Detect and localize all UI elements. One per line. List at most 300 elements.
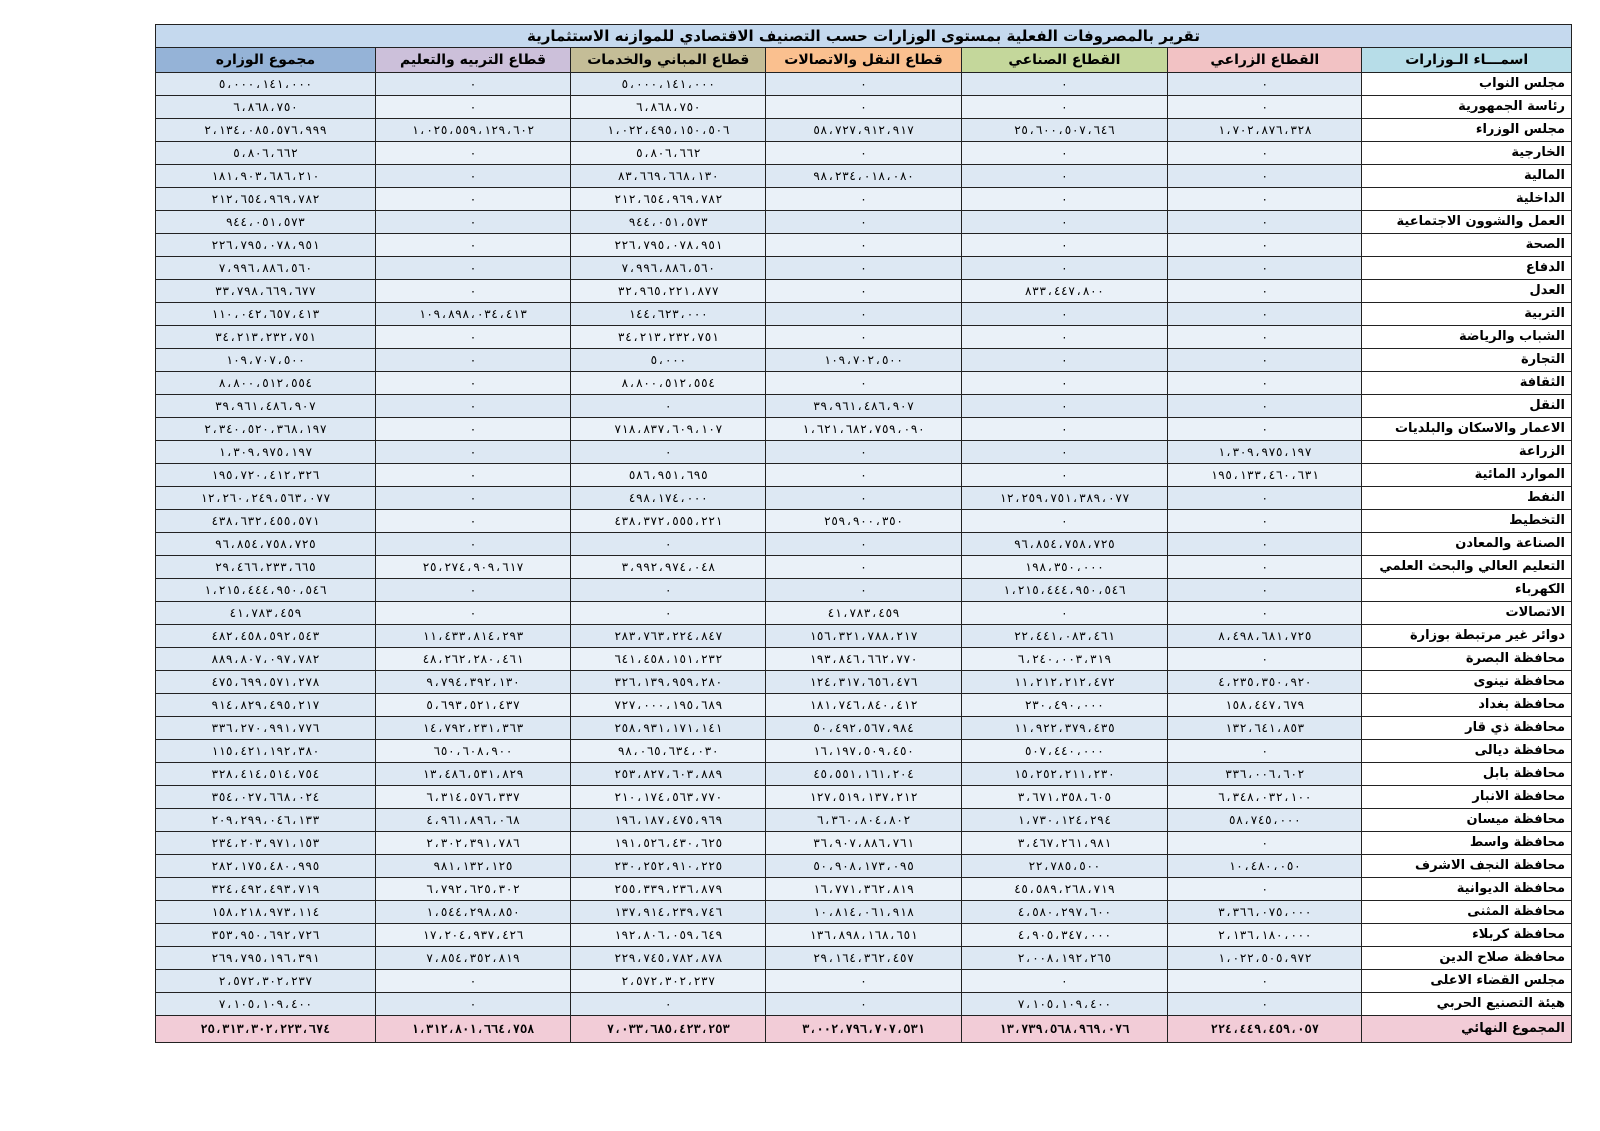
cell-education: ٩٨١،١٣٢،١٢٥ — [375, 855, 570, 878]
cell-agriculture: ٠ — [1168, 257, 1362, 280]
cell-education: ١٠٩،٨٩٨،٠٣٤،٤١٣ — [375, 303, 570, 326]
cell-industry: ٠ — [961, 970, 1168, 993]
cell-education: ٠ — [375, 579, 570, 602]
cell-agriculture: ٠ — [1168, 211, 1362, 234]
table-row — [156, 970, 1572, 993]
row-ministry-name: محافظة نينوى — [1362, 671, 1572, 694]
cell-buildings: ٤٣٨،٣٧٢،٥٥٥،٢٢١ — [571, 510, 766, 533]
cell-industry: ١،٢١٥،٤٤٤،٩٥٠،٥٤٦ — [961, 579, 1168, 602]
row-ministry-name: محافظة بابل — [1362, 763, 1572, 786]
cell-transport: ٥٠،٩٠٨،١٧٣،٠٩٥ — [766, 855, 961, 878]
cell-agriculture: ٠ — [1168, 349, 1362, 372]
col-header-ministry-total: مجموع الوزاره — [156, 48, 376, 73]
cell-transport: ٤١،٧٨٣،٤٥٩ — [766, 602, 961, 625]
table-row — [156, 740, 1572, 763]
cell-industry: ٠ — [961, 464, 1168, 487]
cell-transport: ٠ — [766, 257, 961, 280]
table-body — [156, 73, 1572, 1016]
cell-industry: ٢٣٠،٤٩٠،٠٠٠ — [961, 694, 1168, 717]
cell-industry: ٢٥،٦٠٠،٥٠٧،٦٤٦ — [961, 119, 1168, 142]
cell-industry: ٤٥،٥٨٩،٢٦٨،٧١٩ — [961, 878, 1168, 901]
cell-industry: ١،٧٣٠،١٢٤،٢٩٤ — [961, 809, 1168, 832]
cell-education: ٢،٣٠٢،٣٩١،٧٨٦ — [375, 832, 570, 855]
cell-buildings: ٢٥٣،٨٢٧،٦٠٣،٨٨٩ — [571, 763, 766, 786]
cell-education: ١٤،٧٩٢،٢٣١،٣٦٣ — [375, 717, 570, 740]
cell-industry: ٠ — [961, 96, 1168, 119]
row-ministry-name: محافظة البصرة — [1362, 648, 1572, 671]
table-row — [156, 625, 1572, 648]
cell-transport: ٠ — [766, 73, 961, 96]
cell-ministry-total: ٤٨٢،٤٥٨،٥٩٢،٥٤٣ — [156, 625, 376, 648]
table-row — [156, 855, 1572, 878]
cell-industry: ٥٠٧،٤٤٠،٠٠٠ — [961, 740, 1168, 763]
cell-transport: ٥٠،٤٩٢،٥٦٧،٩٨٤ — [766, 717, 961, 740]
cell-buildings: ٧،٩٩٦،٨٨٦،٥٦٠ — [571, 257, 766, 280]
table-row — [156, 648, 1572, 671]
row-ministry-name: الزراعة — [1362, 441, 1572, 464]
row-ministry-name: محافظة صلاح الدين — [1362, 947, 1572, 970]
cell-buildings: ٨،٨٠٠،٥١٢،٥٥٤ — [571, 372, 766, 395]
cell-buildings: ٥،٨٠٦،٦٦٢ — [571, 142, 766, 165]
cell-agriculture: ٠ — [1168, 970, 1362, 993]
cell-buildings: ٢،٥٧٢،٣٠٢،٢٣٧ — [571, 970, 766, 993]
row-ministry-name: الخارجية — [1362, 142, 1572, 165]
cell-transport: ٠ — [766, 464, 961, 487]
cell-buildings: ٠ — [571, 579, 766, 602]
cell-ministry-total: ١٥٨،٢١٨،٩٧٣،١١٤ — [156, 901, 376, 924]
cell-industry: ٠ — [961, 441, 1168, 464]
row-ministry-name: محافظة الانبار — [1362, 786, 1572, 809]
cell-industry: ٠ — [961, 372, 1168, 395]
cell-ministry-total: ٣٢٨،٤١٤،٥١٤،٧٥٤ — [156, 763, 376, 786]
cell-industry: ٨٣٣،٤٤٧،٨٠٠ — [961, 280, 1168, 303]
cell-ministry-total: ٣٥٣،٩٥٠،٦٩٢،٧٢٦ — [156, 924, 376, 947]
cell-agriculture: ٠ — [1168, 96, 1362, 119]
cell-ministry-total: ١٢،٢٦٠،٢٤٩،٥٦٣،٠٧٧ — [156, 487, 376, 510]
cell-education: ٠ — [375, 96, 570, 119]
cell-ministry-total: ٢٩،٤٦٦،٢٣٣،٦٦٥ — [156, 556, 376, 579]
cell-agriculture: ١،٠٢٢،٥٠٥،٩٧٢ — [1168, 947, 1362, 970]
cell-education: ٠ — [375, 487, 570, 510]
cell-ministry-total: ٣٩،٩٦١،٤٨٦،٩٠٧ — [156, 395, 376, 418]
cell-industry: ٠ — [961, 418, 1168, 441]
col-header-industry: القطاع الصناعي — [961, 48, 1168, 73]
cell-industry: ١٢،٢٥٩،٧٥١،٣٨٩،٠٧٧ — [961, 487, 1168, 510]
cell-buildings: ١٣٧،٩١٤،٢٣٩،٧٤٦ — [571, 901, 766, 924]
cell-education: ٠ — [375, 326, 570, 349]
cell-transport: ٠ — [766, 142, 961, 165]
cell-industry: ٢٢،٤٤١،٠٨٣،٤٦١ — [961, 625, 1168, 648]
cell-industry: ٤،٥٨٠،٢٩٧،٦٠٠ — [961, 901, 1168, 924]
cell-buildings: ٠ — [571, 441, 766, 464]
cell-agriculture: ٠ — [1168, 648, 1362, 671]
cell-agriculture: ٠ — [1168, 326, 1362, 349]
cell-education: ٤٨،٢٦٢،٢٨٠،٤٦١ — [375, 648, 570, 671]
cell-transport: ٢٥٩،٩٠٠،٣٥٠ — [766, 510, 961, 533]
cell-buildings: ٠ — [571, 395, 766, 418]
cell-education: ٠ — [375, 257, 570, 280]
cell-ministry-total: ٧،١٠٥،١٠٩،٤٠٠ — [156, 993, 376, 1016]
row-ministry-name: الاتصالات — [1362, 602, 1572, 625]
table-row — [156, 441, 1572, 464]
cell-buildings: ٢٢٦،٧٩٥،٠٧٨،٩٥١ — [571, 234, 766, 257]
cell-ministry-total: ٢٢٦،٧٩٥،٠٧٨،٩٥١ — [156, 234, 376, 257]
cell-industry: ٢٢،٧٨٥،٥٠٠ — [961, 855, 1168, 878]
cell-industry: ٠ — [961, 165, 1168, 188]
row-ministry-name: محافظة ديالى — [1362, 740, 1572, 763]
cell-buildings: ٤٩٨،١٧٤،٠٠٠ — [571, 487, 766, 510]
cell-education: ٢٥،٢٧٤،٩٠٩،٦١٧ — [375, 556, 570, 579]
row-ministry-name: العدل — [1362, 280, 1572, 303]
cell-industry: ٣،٦٧١،٣٥٨،٦٠٥ — [961, 786, 1168, 809]
cell-ministry-total: ٦،٨٦٨،٧٥٠ — [156, 96, 376, 119]
cell-transport: ١٩٣،٨٤٦،٦٦٢،٧٧٠ — [766, 648, 961, 671]
cell-agriculture: ١٠،٤٨٠،٠٥٠ — [1168, 855, 1362, 878]
cell-transport: ٠ — [766, 487, 961, 510]
cell-education: ٠ — [375, 441, 570, 464]
cell-education: ٠ — [375, 165, 570, 188]
cell-buildings: ٥،٠٠٠،١٤١،٠٠٠ — [571, 73, 766, 96]
cell-ministry-total: ٢٦٩،٧٩٥،١٩٦،٣٩١ — [156, 947, 376, 970]
cell-education: ١،٥٤٤،٢٩٨،٨٥٠ — [375, 901, 570, 924]
cell-agriculture: ٠ — [1168, 142, 1362, 165]
cell-transport: ٠ — [766, 970, 961, 993]
cell-industry: ٣،٤٦٧،٢٦١،٩٨١ — [961, 832, 1168, 855]
cell-education: ٩،٧٩٤،٣٩٢،١٣٠ — [375, 671, 570, 694]
cell-industry: ٠ — [961, 602, 1168, 625]
total-buildings: ٧،٠٣٣،٦٨٥،٤٢٣،٢٥٣ — [571, 1016, 766, 1043]
expenditure-table — [155, 24, 1572, 1043]
cell-ministry-total: ١٠٩،٧٠٧،٥٠٠ — [156, 349, 376, 372]
cell-education: ٠ — [375, 533, 570, 556]
row-ministry-name: العمل والشوون الاجتماعية — [1362, 211, 1572, 234]
cell-education: ١٧،٢٠٤،٩٣٧،٤٢٦ — [375, 924, 570, 947]
cell-buildings: ٣،٩٩٢،٩٧٤،٠٤٨ — [571, 556, 766, 579]
total-ministry-total: ٢٥،٣١٣،٣٠٢،٢٢٣،٦٧٤ — [156, 1016, 376, 1043]
cell-education: ٠ — [375, 418, 570, 441]
column-header-row — [156, 48, 1572, 73]
cell-agriculture: ٠ — [1168, 740, 1362, 763]
cell-agriculture: ٠ — [1168, 395, 1362, 418]
cell-ministry-total: ٨،٨٠٠،٥١٢،٥٥٤ — [156, 372, 376, 395]
cell-agriculture: ١٥٨،٤٤٧،٦٧٩ — [1168, 694, 1362, 717]
cell-transport: ٠ — [766, 556, 961, 579]
cell-agriculture: ٠ — [1168, 510, 1362, 533]
cell-ministry-total: ١٨١،٩٠٣،٦٨٦،٢١٠ — [156, 165, 376, 188]
row-ministry-name: محافظة ذي قار — [1362, 717, 1572, 740]
row-ministry-name: محافظة ميسان — [1362, 809, 1572, 832]
cell-transport: ٠ — [766, 280, 961, 303]
total-agriculture: ٢٢٤،٤٤٩،٤٥٩،٠٥٧ — [1168, 1016, 1362, 1043]
cell-ministry-total: ٢٨٢،١٧٥،٤٨٠،٩٩٥ — [156, 855, 376, 878]
table-row — [156, 96, 1572, 119]
cell-agriculture: ٠ — [1168, 878, 1362, 901]
table-row — [156, 326, 1572, 349]
cell-ministry-total: ١،٣٠٩،٩٧٥،١٩٧ — [156, 441, 376, 464]
cell-buildings: ١٤٤،٦٢٣،٠٠٠ — [571, 303, 766, 326]
table-row — [156, 993, 1572, 1016]
table-row — [156, 510, 1572, 533]
cell-ministry-total: ١٩٥،٧٢٠،٤١٢،٣٢٦ — [156, 464, 376, 487]
row-ministry-name: دوائر غير مرتبطة بوزارة — [1362, 625, 1572, 648]
cell-education: ٠ — [375, 211, 570, 234]
cell-buildings: ١،٠٢٢،٤٩٥،١٥٠،٥٠٦ — [571, 119, 766, 142]
cell-buildings: ٣٢٦،١٣٩،٩٥٩،٢٨٠ — [571, 671, 766, 694]
cell-buildings: ٢١٠،١٧٤،٥٦٣،٧٧٠ — [571, 786, 766, 809]
table-row — [156, 119, 1572, 142]
cell-industry: ٧،١٠٥،١٠٩،٤٠٠ — [961, 993, 1168, 1016]
cell-industry: ٠ — [961, 510, 1168, 533]
cell-agriculture: ٠ — [1168, 556, 1362, 579]
cell-education: ٥،٦٩٣،٥٢١،٤٣٧ — [375, 694, 570, 717]
cell-industry: ٠ — [961, 349, 1168, 372]
table-row — [156, 487, 1572, 510]
cell-buildings: ١٩١،٥٢٦،٤٣٠،٦٢٥ — [571, 832, 766, 855]
cell-transport: ١٦،٧٧١،٣٦٢،٨١٩ — [766, 878, 961, 901]
cell-buildings: ٢٢٩،٧٤٥،٧٨٢،٨٧٨ — [571, 947, 766, 970]
cell-buildings: ٠ — [571, 993, 766, 1016]
cell-education: ٠ — [375, 73, 570, 96]
total-education: ١،٣١٢،٨٠١،٦٦٤،٧٥٨ — [375, 1016, 570, 1043]
cell-buildings: ٨٣،٦٦٩،٦٦٨،١٣٠ — [571, 165, 766, 188]
table-row — [156, 717, 1572, 740]
cell-agriculture: ٠ — [1168, 579, 1362, 602]
cell-education: ٠ — [375, 395, 570, 418]
cell-buildings: ٢٨٣،٧٦٣،٢٢٤،٨٤٧ — [571, 625, 766, 648]
cell-agriculture: ٠ — [1168, 993, 1362, 1016]
cell-education: ٠ — [375, 970, 570, 993]
col-header-buildings: قطاع المباني والخدمات — [571, 48, 766, 73]
cell-transport: ٦،٣٦٠،٨٠٤،٨٠٢ — [766, 809, 961, 832]
cell-transport: ٠ — [766, 96, 961, 119]
cell-agriculture: ٠ — [1168, 188, 1362, 211]
table-row — [156, 579, 1572, 602]
cell-ministry-total: ٢،١٣٤،٠٨٥،٥٧٦،٩٩٩ — [156, 119, 376, 142]
row-ministry-name: مجلس النواب — [1362, 73, 1572, 96]
cell-transport: ١٦،١٩٧،٥٠٩،٤٥٠ — [766, 740, 961, 763]
cell-ministry-total: ٣٣٦،٢٧٠،٩٩١،٧٧٦ — [156, 717, 376, 740]
cell-transport: ١٠٩،٧٠٢،٥٠٠ — [766, 349, 961, 372]
cell-agriculture: ٠ — [1168, 533, 1362, 556]
table-row — [156, 464, 1572, 487]
table-row — [156, 671, 1572, 694]
cell-transport: ٢٩،١٦٤،٣٦٢،٤٥٧ — [766, 947, 961, 970]
cell-ministry-total: ١،٢١٥،٤٤٤،٩٥٠،٥٤٦ — [156, 579, 376, 602]
cell-transport: ٠ — [766, 441, 961, 464]
report-title: تقرير بالمصروفات الفعلية بمستوى الوزارات حسب التصنيف الاقتصادي للموازنه الاستثمارية — [156, 25, 1572, 48]
row-ministry-name: الصحة — [1362, 234, 1572, 257]
table-row — [156, 878, 1572, 901]
row-ministry-name: محافظة كربلاء — [1362, 924, 1572, 947]
cell-transport: ٩٨،٢٣٤،٠١٨،٠٨٠ — [766, 165, 961, 188]
row-ministry-name: التخطيط — [1362, 510, 1572, 533]
table-row — [156, 142, 1572, 165]
row-ministry-name: محافظة الديوانية — [1362, 878, 1572, 901]
row-ministry-name: التجارة — [1362, 349, 1572, 372]
cell-education: ٠ — [375, 142, 570, 165]
cell-ministry-total: ٨٨٩،٨٠٧،٠٩٧،٧٨٢ — [156, 648, 376, 671]
cell-agriculture: ٠ — [1168, 280, 1362, 303]
cell-transport: ٠ — [766, 303, 961, 326]
cell-agriculture: ٣٣٦،٠٠٦،٦٠٢ — [1168, 763, 1362, 786]
cell-ministry-total: ٢٠٩،٢٩٩،٠٤٦،١٣٣ — [156, 809, 376, 832]
row-ministry-name: المالية — [1362, 165, 1572, 188]
cell-agriculture: ٠ — [1168, 165, 1362, 188]
cell-transport: ٤٥،٥٥١،١٦١،٢٠٤ — [766, 763, 961, 786]
cell-transport: ١٢٤،٣١٧،٦٥٦،٤٧٦ — [766, 671, 961, 694]
table-row — [156, 349, 1572, 372]
row-ministry-name: النفط — [1362, 487, 1572, 510]
cell-ministry-total: ٣٣،٧٩٨،٦٦٩،٦٧٧ — [156, 280, 376, 303]
table-row — [156, 809, 1572, 832]
cell-ministry-total: ٤٣٨،٦٣٢،٤٥٥،٥٧١ — [156, 510, 376, 533]
cell-education: ٠ — [375, 993, 570, 1016]
table-row — [156, 901, 1572, 924]
cell-education: ٧،٨٥٤،٣٥٢،٨١٩ — [375, 947, 570, 970]
cell-agriculture: ٠ — [1168, 602, 1362, 625]
cell-transport: ٠ — [766, 188, 961, 211]
cell-industry: ١١،٢١٢،٢١٢،٤٧٢ — [961, 671, 1168, 694]
cell-transport: ٠ — [766, 326, 961, 349]
cell-ministry-total: ٥،٠٠٠،١٤١،٠٠٠ — [156, 73, 376, 96]
cell-buildings: ٢١٢،٦٥٤،٩٦٩،٧٨٢ — [571, 188, 766, 211]
table-row — [156, 234, 1572, 257]
row-ministry-name: التعليم العالي والبحث العلمي — [1362, 556, 1572, 579]
cell-buildings: ٠ — [571, 533, 766, 556]
cell-education: ٠ — [375, 349, 570, 372]
row-ministry-name: التربية — [1362, 303, 1572, 326]
row-ministry-name: محافظة بغداد — [1362, 694, 1572, 717]
cell-buildings: ٢٣٠،٢٥٢،٩١٠،٢٢٥ — [571, 855, 766, 878]
row-ministry-name: الصناعة والمعادن — [1362, 533, 1572, 556]
cell-agriculture: ١،٧٠٢،٨٧٦،٣٢٨ — [1168, 119, 1362, 142]
cell-buildings: ٦٤١،٤٥٨،١٥١،٢٣٢ — [571, 648, 766, 671]
cell-ministry-total: ٧،٩٩٦،٨٨٦،٥٦٠ — [156, 257, 376, 280]
cell-agriculture: ٠ — [1168, 234, 1362, 257]
table-row — [156, 786, 1572, 809]
row-ministry-name: الداخلية — [1362, 188, 1572, 211]
cell-agriculture: ٠ — [1168, 73, 1362, 96]
cell-industry: ٤،٩٠٥،٣٤٧،٠٠٠ — [961, 924, 1168, 947]
cell-industry: ٩٦،٨٥٤،٧٥٨،٧٢٥ — [961, 533, 1168, 556]
row-ministry-name: الموارد المائية — [1362, 464, 1572, 487]
table-row — [156, 947, 1572, 970]
cell-industry: ٠ — [961, 303, 1168, 326]
table-row — [156, 924, 1572, 947]
cell-ministry-total: ٤٧٥،٦٩٩،٥٧١،٢٧٨ — [156, 671, 376, 694]
cell-ministry-total: ٢،٥٧٢،٣٠٢،٢٣٧ — [156, 970, 376, 993]
cell-agriculture: ٨،٤٩٨،٦٨١،٧٢٥ — [1168, 625, 1362, 648]
row-ministry-name: مجلس الوزراء — [1362, 119, 1572, 142]
cell-agriculture: ٠ — [1168, 832, 1362, 855]
cell-transport: ٠ — [766, 372, 961, 395]
cell-buildings: ٥٨٦،٩٥١،٦٩٥ — [571, 464, 766, 487]
cell-education: ٠ — [375, 372, 570, 395]
cell-transport: ٠ — [766, 993, 961, 1016]
grand-total-row — [156, 1016, 1572, 1043]
cell-agriculture: ٣،٣٦٦،٠٧٥،٠٠٠ — [1168, 901, 1362, 924]
row-ministry-name: النقل — [1362, 395, 1572, 418]
cell-ministry-total: ٢٣٤،٢٠٣،٩٧١،١٥٣ — [156, 832, 376, 855]
row-ministry-name: الدفاع — [1362, 257, 1572, 280]
cell-agriculture: ٠ — [1168, 303, 1362, 326]
cell-agriculture: ٠ — [1168, 372, 1362, 395]
cell-industry: ٠ — [961, 142, 1168, 165]
row-ministry-name: مجلس القضاء الاعلى — [1362, 970, 1572, 993]
cell-ministry-total: ١١٥،٤٢١،١٩٢،٣٨٠ — [156, 740, 376, 763]
table-row — [156, 763, 1572, 786]
cell-transport: ٥٨،٧٢٧،٩١٢،٩١٧ — [766, 119, 961, 142]
grand-total-label: المجموع النهائي — [1362, 1016, 1572, 1043]
cell-education: ٦٥٠،٦٠٨،٩٠٠ — [375, 740, 570, 763]
row-ministry-name: محافظة واسط — [1362, 832, 1572, 855]
cell-buildings: ٧٢٧،٠٠٠،١٩٥،٦٨٩ — [571, 694, 766, 717]
cell-agriculture: ١٩٥،١٣٣،٤٦٠،٦٣١ — [1168, 464, 1362, 487]
table-row — [156, 832, 1572, 855]
cell-buildings: ٧١٨،٨٣٧،٦٠٩،١٠٧ — [571, 418, 766, 441]
cell-buildings: ١٩٦،١٨٧،٤٧٥،٩٦٩ — [571, 809, 766, 832]
cell-ministry-total: ٥،٨٠٦،٦٦٢ — [156, 142, 376, 165]
cell-education: ١٣،٤٨٦،٥٣١،٨٢٩ — [375, 763, 570, 786]
table-row — [156, 418, 1572, 441]
cell-agriculture: ١٣٢،٦٤١،٨٥٣ — [1168, 717, 1362, 740]
cell-buildings: ٥،٠٠٠ — [571, 349, 766, 372]
cell-transport: ٠ — [766, 234, 961, 257]
row-ministry-name: رئاسة الجمهورية — [1362, 96, 1572, 119]
cell-buildings: ٠ — [571, 602, 766, 625]
cell-ministry-total: ٣٢٤،٤٩٢،٤٩٣،٧١٩ — [156, 878, 376, 901]
cell-education: ٠ — [375, 280, 570, 303]
cell-buildings: ٣٢،٩٦٥،٢٢١،٨٧٧ — [571, 280, 766, 303]
col-header-ministries: اسمـــاء الـوزارات — [1362, 48, 1572, 73]
cell-education: ٠ — [375, 510, 570, 533]
cell-education: ٦،٣١٤،٥٧٦،٣٣٧ — [375, 786, 570, 809]
cell-transport: ٠ — [766, 533, 961, 556]
table-row — [156, 211, 1572, 234]
col-header-education: قطاع التربيه والتعليم — [375, 48, 570, 73]
cell-industry: ٠ — [961, 326, 1168, 349]
cell-agriculture: ٦،٣٤٨،٠٣٢،١٠٠ — [1168, 786, 1362, 809]
table-row — [156, 694, 1572, 717]
cell-ministry-total: ١١٠،٠٤٢،٦٥٧،٤١٣ — [156, 303, 376, 326]
table-row — [156, 372, 1572, 395]
cell-transport: ١٠،٨١٤،٠٦١،٩١٨ — [766, 901, 961, 924]
cell-agriculture: ٠ — [1168, 487, 1362, 510]
table-row — [156, 556, 1572, 579]
cell-industry: ٠ — [961, 257, 1168, 280]
cell-education: ٤،٩٦١،٨٩٦،٠٦٨ — [375, 809, 570, 832]
cell-ministry-total: ٣٤،٢١٣،٢٣٢،٧٥١ — [156, 326, 376, 349]
cell-industry: ٢،٠٠٨،١٩٢،٢٦٥ — [961, 947, 1168, 970]
table-row — [156, 280, 1572, 303]
total-industry: ١٣،٧٣٩،٥٦٨،٩٦٩،٠٧٦ — [961, 1016, 1168, 1043]
row-ministry-name: محافظة المثنى — [1362, 901, 1572, 924]
cell-transport: ٣٩،٩٦١،٤٨٦،٩٠٧ — [766, 395, 961, 418]
row-ministry-name: الكهرباء — [1362, 579, 1572, 602]
cell-agriculture: ٢،١٣٦،١٨٠،٠٠٠ — [1168, 924, 1362, 947]
cell-industry: ١٥،٢٥٢،٢١١،٢٣٠ — [961, 763, 1168, 786]
cell-transport: ١٨١،٧٤٦،٨٤٠،٤١٢ — [766, 694, 961, 717]
cell-ministry-total: ٢،٣٤٠،٥٢٠،٣٦٨،١٩٧ — [156, 418, 376, 441]
cell-agriculture: ١،٣٠٩،٩٧٥،١٩٧ — [1168, 441, 1362, 464]
cell-buildings: ٢٥٥،٣٣٩،٢٣٦،٨٧٩ — [571, 878, 766, 901]
table-row — [156, 395, 1572, 418]
cell-transport: ٣٦،٩٠٧،٨٨٦،٧٦١ — [766, 832, 961, 855]
cell-industry: ٠ — [961, 211, 1168, 234]
table-row — [156, 602, 1572, 625]
cell-transport: ٠ — [766, 211, 961, 234]
cell-transport: ١٢٧،٥١٩،١٣٧،٢١٢ — [766, 786, 961, 809]
